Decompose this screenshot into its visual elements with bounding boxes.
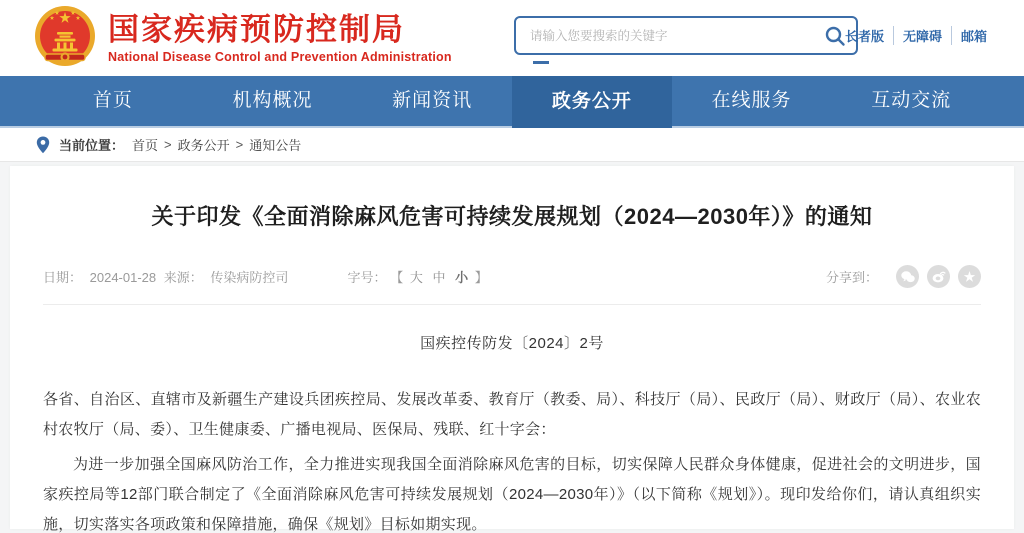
site-subtitle: National Disease Control and Prevention Administration <box>108 50 452 65</box>
nav-item-home[interactable]: 首页 <box>92 90 133 111</box>
bracket-close: 】 <box>474 270 488 285</box>
search-accent-dash <box>533 61 549 64</box>
weibo-share-icon[interactable] <box>927 265 950 288</box>
breadcrumb-separator: > <box>164 137 172 152</box>
font-size-small-button[interactable]: 小 <box>455 270 469 285</box>
nav-item-news[interactable]: 新闻资讯 <box>392 90 473 111</box>
source-value: 传染病防控司 <box>210 270 289 285</box>
site-header <box>0 0 1024 76</box>
location-pin-icon <box>36 136 50 154</box>
article-meta <box>43 265 981 288</box>
meta-date-source <box>43 267 348 286</box>
meta-divider <box>43 304 981 305</box>
accessibility-link[interactable]: 无障碍 <box>893 26 951 45</box>
mailbox-link[interactable]: 邮箱 <box>951 26 996 45</box>
bracket-open: 【 <box>390 270 404 285</box>
date-value: 2024-01-28 <box>89 270 157 285</box>
breadcrumb-label: 当前位置： <box>59 138 125 153</box>
font-size-control <box>348 267 738 286</box>
site-title: 国家疾病预防控制局 <box>108 11 405 47</box>
breadcrumb-notices[interactable]: 通知公告 <box>249 138 302 153</box>
article-card <box>10 166 1014 533</box>
nav-item-gov-affairs[interactable]: 政务公开 <box>512 76 672 128</box>
share-label: 分享到： <box>825 270 878 285</box>
date-label: 日期： <box>43 270 83 285</box>
national-emblem-icon <box>32 5 98 71</box>
font-size-medium-button[interactable]: 中 <box>432 270 446 285</box>
utility-links <box>836 26 996 45</box>
document-number: 国疾控传防发〔2024〕2号 <box>420 335 604 352</box>
nav-item-about[interactable]: 机构概况 <box>232 90 313 111</box>
main-nav <box>0 76 1024 128</box>
nav-item-online-services[interactable]: 在线服务 <box>711 90 792 111</box>
source-label: 来源： <box>163 270 203 285</box>
paragraph-main: 为进一步加强全国麻风防治工作，全力推进实现我国全面消除麻风危害的目标，切实保障人民群众身体健康，促进社会的文明进步，国家疾控局等12部门联合制定了《全面消除麻风危害可持续发展规划（2024—2030年）》（以下简称《规划》）。现印发给你们，请认真组织实施，切实落实各项政策和保障措施，确保《规划》目标如期实现。 <box>43 456 981 533</box>
search-box <box>514 16 858 55</box>
main-area <box>0 162 1024 533</box>
breadcrumb-separator: > <box>235 137 244 152</box>
paragraph-recipients: 各省、自治区、直辖市及新疆生产建设兵团疾控局、发展改革委、教育厅（教委、局）、科技厅（局）、民政厅（局）、财政厅（局）、农业农村农牧厅（局、委）、卫生健康委、广播电视局、医保局、残联、红十字会： <box>43 391 981 438</box>
font-size-large-button[interactable]: 大 <box>409 270 423 285</box>
favorite-share-icon[interactable] <box>958 265 981 288</box>
font-size-label: 字号： <box>347 270 387 285</box>
breadcrumb-home[interactable]: 首页 <box>132 138 159 153</box>
article-body <box>43 385 981 533</box>
article-title: 关于印发《全面消除麻风危害可持续发展规划（2024—2030年）》的通知 <box>151 204 873 229</box>
site-logo[interactable] <box>32 5 452 71</box>
wechat-share-icon[interactable] <box>896 265 919 288</box>
breadcrumb-gov-affairs[interactable]: 政务公开 <box>177 138 230 153</box>
breadcrumb <box>0 128 1024 162</box>
share-block <box>737 265 981 288</box>
search-input[interactable] <box>516 29 814 43</box>
elder-version-link[interactable]: 长者版 <box>844 29 884 44</box>
nav-item-interaction[interactable]: 互动交流 <box>871 90 952 111</box>
